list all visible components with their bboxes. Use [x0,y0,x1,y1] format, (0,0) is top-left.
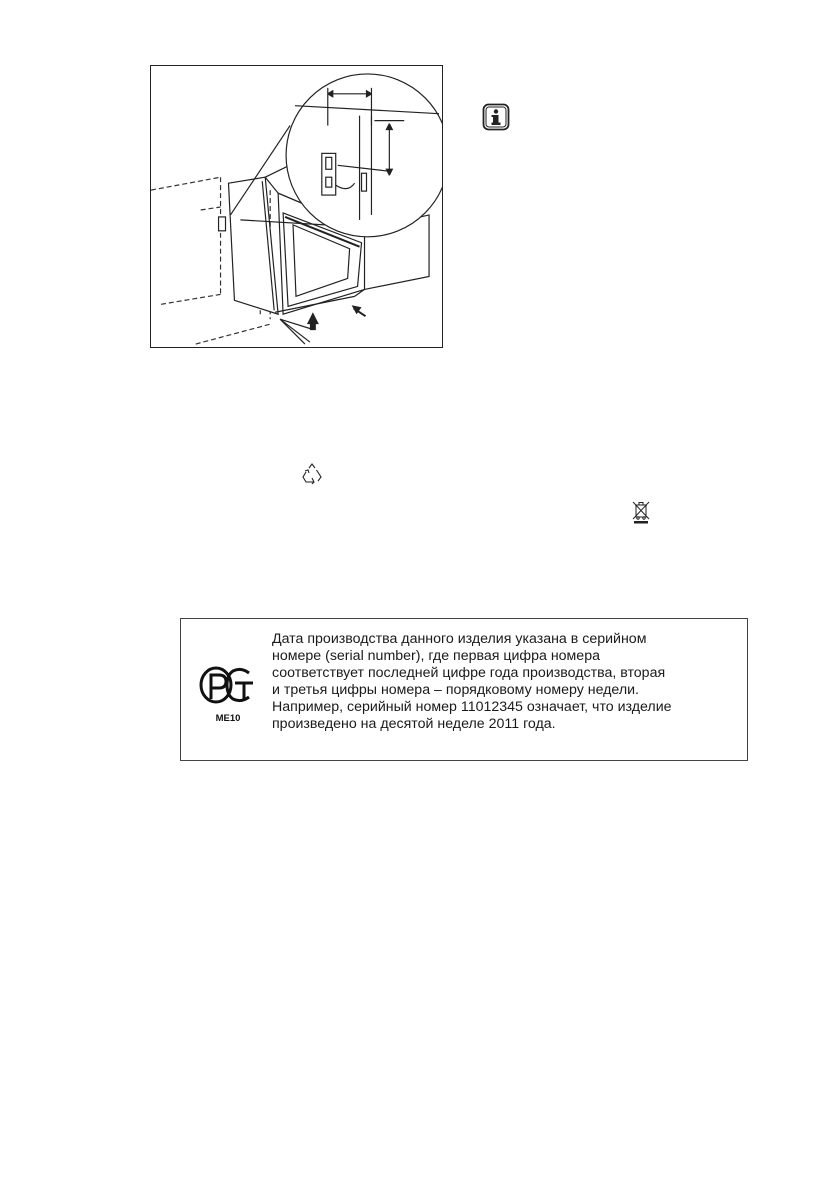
crossed-bin-icon [630,500,652,524]
notice-text [272,631,742,733]
notice-line: Дата производства данного изделия указана в серийном [272,631,647,647]
notice-line: номере (serial number), где первая цифра номера [272,648,600,664]
recycle-icon [300,462,324,486]
rst-certification-mark [199,663,257,725]
rst-mark-icon [199,663,257,725]
installation-figure [150,65,443,348]
notice-line: произведено на десятой неделе 2011 года. [272,716,556,732]
notice-line: Например, серийный номер 11012345 означает, что изделие [272,699,672,715]
info-icon [482,103,510,131]
oven-installation-diagram-icon [151,66,442,347]
notice-line: и третья цифры номера – порядковому номеру недели. [272,682,639,698]
notice-line: соответствует последней цифре года производства, вторая [272,665,666,681]
rst-mark-code: ME10 [215,713,241,724]
certification-notice [180,618,748,761]
